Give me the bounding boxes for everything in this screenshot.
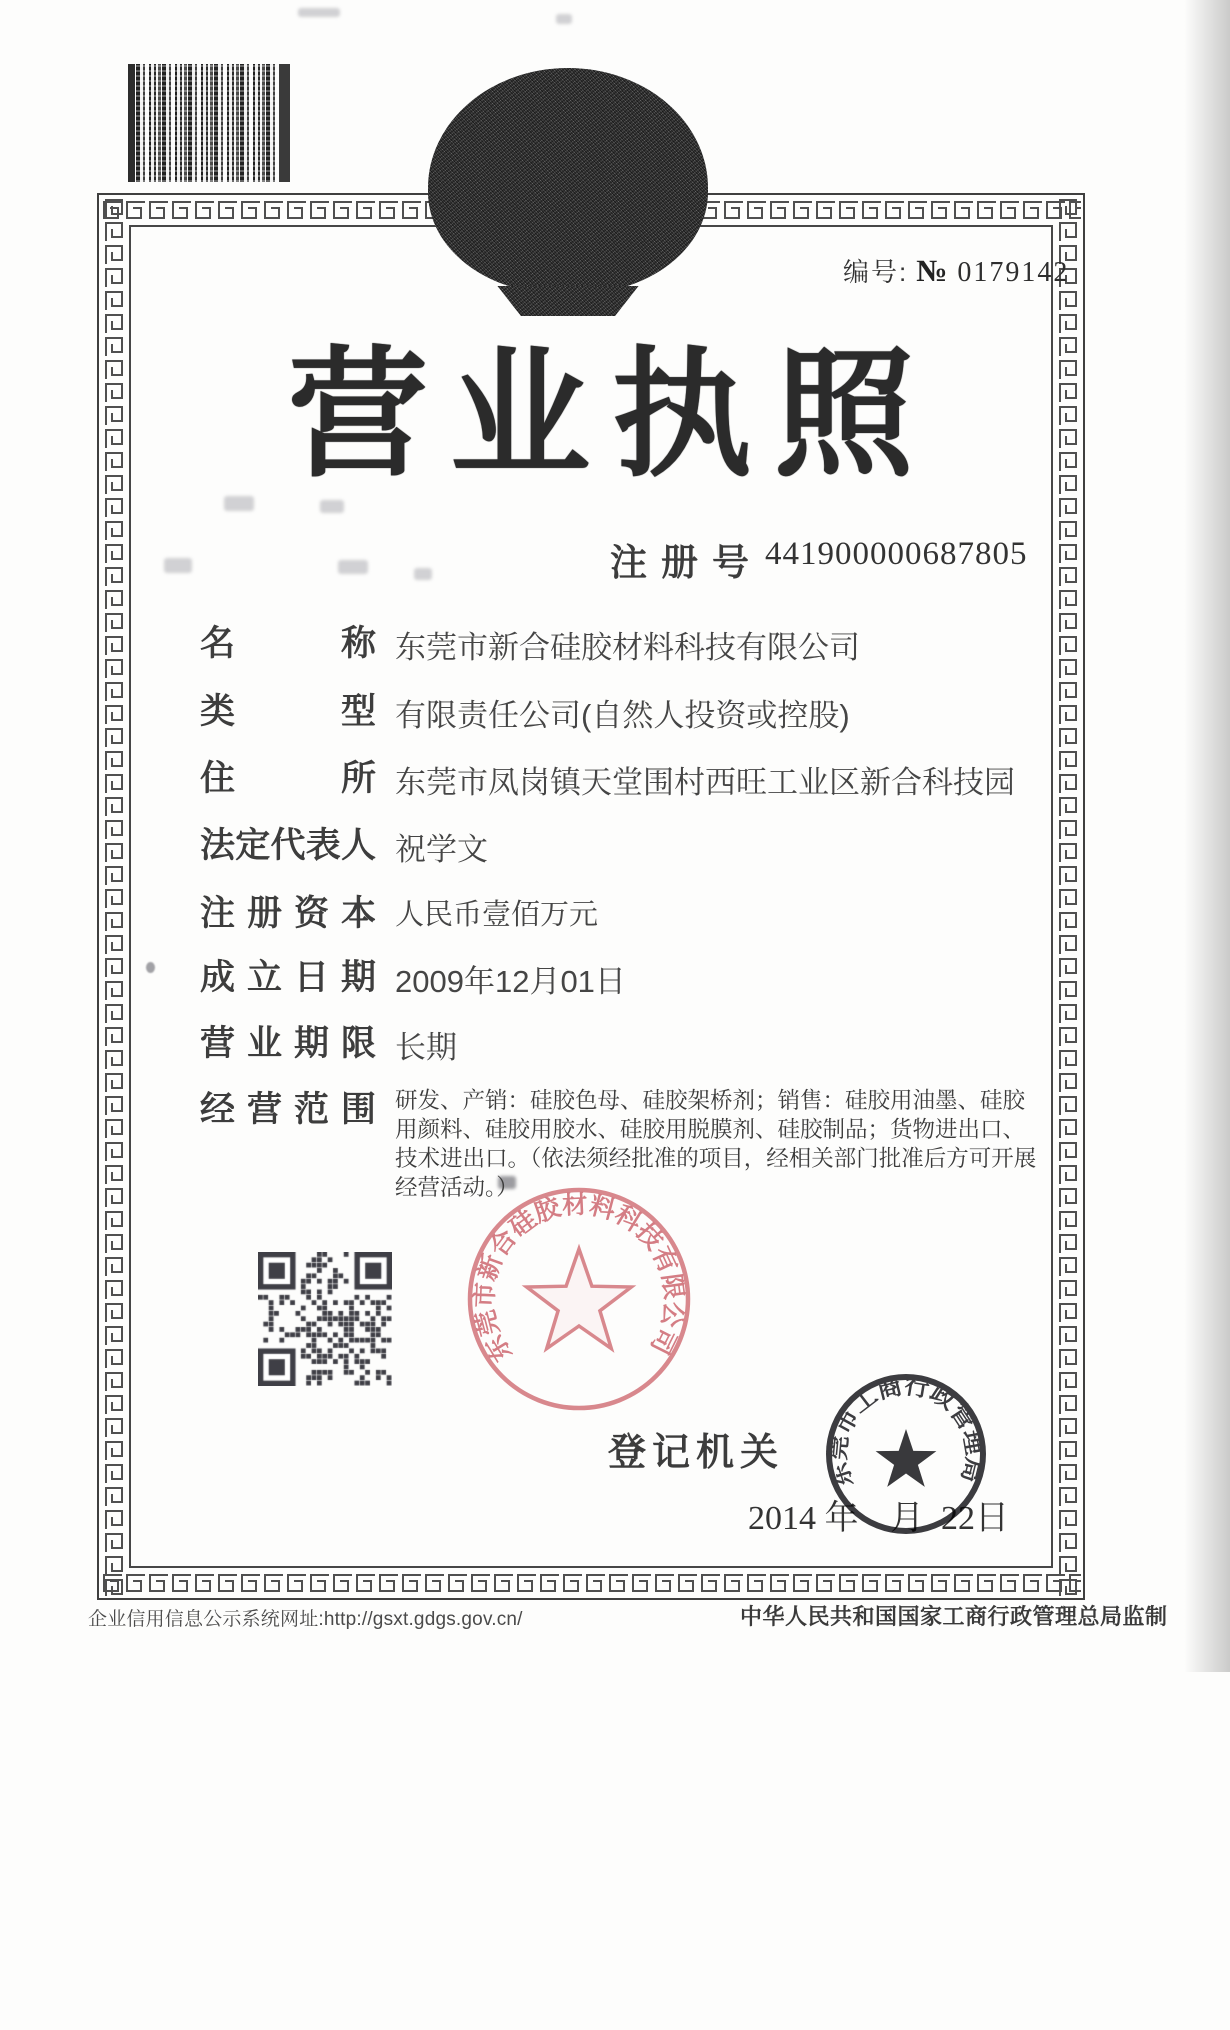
- scan-smudge: [414, 568, 432, 580]
- qr-code-icon: [258, 1252, 392, 1386]
- scan-smudge: [224, 496, 254, 511]
- scan-smudge: [320, 500, 344, 513]
- footer-issuer: 中华人民共和国国家工商行政管理总局监制: [740, 1604, 1168, 1629]
- field-value-type: 有限责任公司(自然人投资或控股): [395, 698, 850, 733]
- field-label-capital: 注册资本: [200, 894, 376, 933]
- reg-number-value: 441900000687805: [765, 536, 1028, 572]
- reg-number-label: 注册号: [610, 542, 763, 583]
- scan-smudge: [164, 558, 192, 573]
- serial-number: 0179142: [957, 257, 1070, 288]
- border-strip-left: [101, 197, 127, 1596]
- company-seal-text: 东莞市新合硅胶材料科技有限公司: [470, 1190, 688, 1367]
- serial-number-line: [843, 252, 1093, 289]
- field-value-legal-rep: 祝学文: [395, 832, 488, 867]
- border-strip-bottom: [101, 1570, 1081, 1596]
- scan-smudge: [298, 8, 340, 17]
- field-label-name: 名称: [200, 624, 376, 663]
- footer-public-info-url: 企业信用信息公示系统网址:http://gsxt.gdgs.gov.cn/: [88, 1609, 523, 1630]
- scan-dot: [146, 962, 155, 973]
- national-emblem-icon: [428, 68, 708, 316]
- scan-smudge: [338, 560, 368, 574]
- field-label-legal-rep: 法定代表人: [200, 826, 376, 865]
- scan-edge-shade: [1184, 0, 1230, 1672]
- barcode-icon: [128, 64, 290, 182]
- registry-seal-text: 东莞市工商行政管理局: [824, 1372, 988, 1492]
- field-label-founded-date: 成立日期: [200, 958, 376, 997]
- field-value-name: 东莞市新合硅胶材料科技有限公司: [395, 630, 860, 665]
- field-value-founded-date: 2009年12月01日: [395, 964, 626, 999]
- field-label-term: 营业期限: [200, 1024, 376, 1063]
- company-seal: [462, 1182, 696, 1416]
- issue-date-year: 2014 年: [748, 1500, 859, 1537]
- field-value-address: 东莞市凤岗镇天堂围村西旺工业区新合科技园: [395, 765, 1015, 800]
- field-label-business-scope: 经营范围: [200, 1090, 376, 1129]
- scan-smudge: [556, 14, 572, 24]
- numero-mark: №: [916, 253, 948, 288]
- field-value-business-scope: 研发、产销：硅胶色母、硅胶架桥剂；销售：硅胶用油墨、硅胶用颜料、硅胶用胶水、硅胶用脱膜剂、硅胶制品；货物进出口、技术进出口。（依法须经批准的项目，经相关部门批准后方可开展经营活动。）: [395, 1088, 1037, 1200]
- issue-date-day: 22日: [941, 1500, 1009, 1537]
- field-label-address: 住所: [200, 759, 376, 798]
- border-strip-right: [1055, 197, 1081, 1596]
- emblem-circle: [428, 68, 708, 294]
- field-value-term: 长期: [395, 1030, 457, 1065]
- serial-label: 编号:: [843, 257, 909, 287]
- field-value-capital: 人民币壹佰万元: [395, 899, 599, 931]
- field-label-type: 类型: [200, 692, 376, 731]
- registry-seal: [821, 1369, 991, 1539]
- star-icon: [876, 1429, 937, 1487]
- page-title: 营业执照: [288, 336, 937, 493]
- registrar-label: 登记机关: [608, 1432, 785, 1474]
- issue-date-month: 月: [890, 1500, 924, 1537]
- emblem-base: [484, 286, 652, 316]
- star-outline-icon: [527, 1249, 632, 1349]
